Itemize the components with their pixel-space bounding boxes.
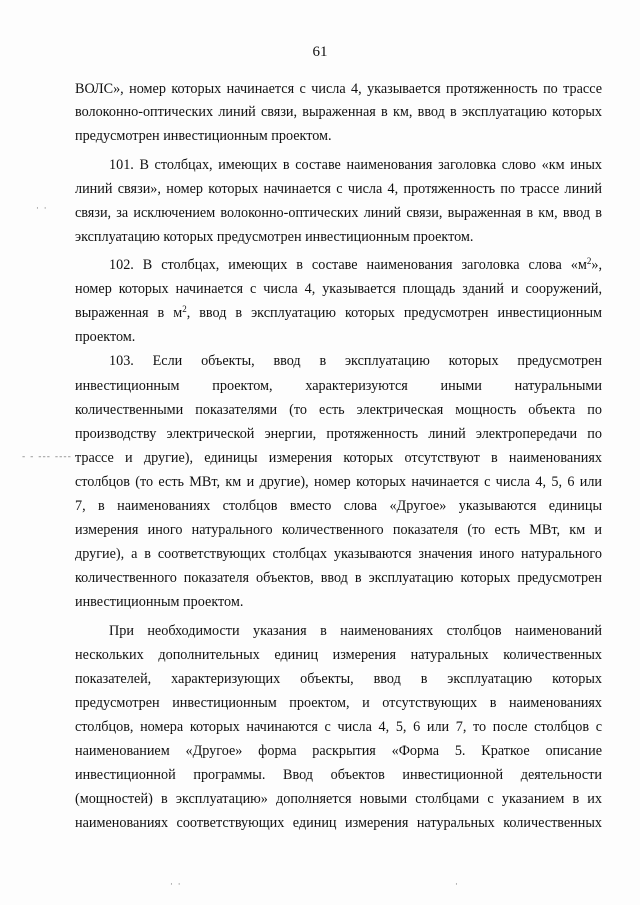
- text-line: предусмотрен инвестиционным проектом.: [75, 128, 332, 144]
- text-line: другие), а в соответствующих столбцах указываются значения иного натурального: [75, 546, 602, 562]
- text-line: волоконно-оптических линий связи, выраженная в км, ввод в эксплуатацию которых: [75, 104, 602, 120]
- text-segment: , ввод в эксплуатацию которых предусмотрен инвестиционным: [186, 305, 602, 321]
- page-number: 61: [312, 44, 328, 60]
- text-line: измерения иного натурального количественного показателя (то есть МВт, км и: [75, 522, 602, 538]
- scan-artifact: · ·: [170, 880, 182, 890]
- text-line: столбцов, номера которых начинаются с числа 4, 5, 6 или 7, то после столбцов с: [75, 719, 602, 735]
- text-segment: выраженная в м: [75, 305, 183, 321]
- scan-artifact: ·: [455, 880, 459, 890]
- text-line: наименованием «Другое» форма раскрытия «Форма 5. Краткое описание: [75, 743, 602, 759]
- text-line: 7, в наименованиях столбцов вместо слова «Другое» указываются единицы: [75, 498, 602, 514]
- text-line: производству электрической энергии, протяженность линий электропередачи по: [75, 426, 602, 442]
- text-line: количественными показателями (то есть электрическая мощность объекта по: [75, 402, 602, 418]
- text-line: [75, 304, 602, 322]
- paragraph-101-line: 101. В столбцах, имеющих в составе наименования заголовка слово «км иных: [109, 157, 602, 173]
- text-line: наименованиях соответствующих единиц измерения натуральных количественных: [75, 815, 602, 831]
- text-line: инвестиционным проектом, характеризуются иными натуральными: [75, 378, 602, 394]
- text-line: эксплуатацию которых предусмотрен инвестиционным проектом.: [75, 229, 474, 245]
- text-line: ВОЛС», номер которых начинается с числа 4, указывается протяженность по трассе: [75, 81, 602, 97]
- superscript: 2: [182, 304, 187, 314]
- text-line: нескольких дополнительных единиц измерения натуральных количественных: [75, 647, 602, 663]
- text-line: связи, за исключением волоконно-оптических линий связи, выраженная в км, ввод в: [75, 205, 602, 221]
- superscript: 2: [586, 256, 592, 266]
- text-line: линий связи», номер которых начинается с числа 4, протяженность по трассе линий: [75, 181, 602, 197]
- text-line: инвестиционной программы. Ввод объектов инвестиционной деятельности: [75, 767, 602, 783]
- paragraph-103-line: 103. Если объекты, ввод в эксплуатацию которых предусмотрен: [109, 353, 602, 369]
- paragraph-102-line: [109, 256, 602, 274]
- paragraph-line: При необходимости указания в наименованиях столбцов наименований: [109, 623, 602, 639]
- text-segment: 102. В столбцах, имеющих в составе наименования заголовка слова «м: [109, 257, 587, 273]
- text-line: столбцов (то есть МВт, км и другие), номер которых начинается с числа 4, 5, 6 или: [75, 474, 602, 490]
- text-line: показателей, характеризующих объекты, ввод в эксплуатацию которых: [75, 671, 602, 687]
- text-line: количественного показателя объектов, ввод в эксплуатацию которых предусмотрен: [75, 570, 602, 586]
- text-line: (мощностей) в эксплуатацию» дополняется новыми столбцами с указанием в их: [75, 791, 602, 807]
- scan-artifact: · ·: [36, 204, 48, 214]
- text-line: номер которых начинается с числа 4, указывается площадь зданий и сооружений,: [75, 281, 602, 297]
- scan-artifact: ‐ ‐ ‐‐‐ ‐‐‐‐: [22, 452, 72, 462]
- text-line: проектом.: [75, 329, 136, 345]
- text-line: трассе и другие), единицы измерения которых отсутствуют в наименованиях: [75, 450, 602, 466]
- text-line: предусмотрен инвестиционным проектом, и отсутствующих в наименованиях: [75, 695, 602, 711]
- text-line: инвестиционным проектом.: [75, 594, 244, 610]
- text-segment: »,: [591, 257, 602, 273]
